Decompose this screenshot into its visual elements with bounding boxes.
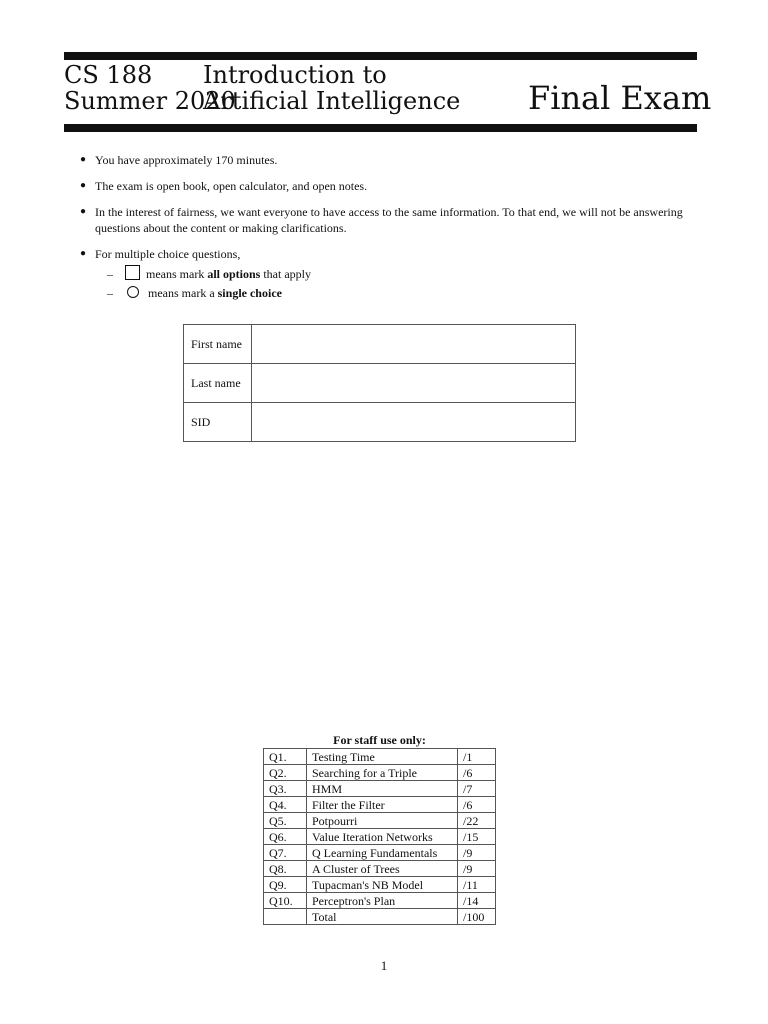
question-points: /6 bbox=[458, 765, 496, 781]
course-term: Summer 2020 bbox=[64, 87, 236, 115]
table-row bbox=[264, 749, 496, 765]
instruction-item: ● In the interest of fairness, we want everyone to have access to the same information. To that end, we will not be answering questions about the content or making clarifications. bbox=[80, 205, 683, 235]
question-points: /1 bbox=[458, 749, 496, 765]
question-number: Q5. bbox=[264, 813, 307, 829]
course-subject bbox=[203, 62, 460, 114]
header-bottom-rule bbox=[64, 124, 697, 132]
choice-legend bbox=[95, 265, 700, 303]
first-name-row bbox=[184, 325, 576, 364]
question-title: Filter the Filter bbox=[307, 797, 458, 813]
first-name-label: First name bbox=[184, 325, 252, 364]
question-number: Q8. bbox=[264, 861, 307, 877]
subject-line-2: Artificial Intelligence bbox=[203, 87, 461, 115]
question-title: Value Iteration Networks bbox=[307, 829, 458, 845]
question-title: Q Learning Fundamentals bbox=[307, 845, 458, 861]
question-points: /9 bbox=[458, 845, 496, 861]
page-number: 1 bbox=[380, 958, 388, 973]
total-label: Total bbox=[307, 909, 458, 925]
sid-row bbox=[184, 403, 576, 442]
first-name-field[interactable] bbox=[252, 325, 576, 364]
table-row bbox=[264, 861, 496, 877]
instruction-item: ● For multiple choice questions, – means mark all options that apply – means mark a single choice bbox=[80, 246, 700, 303]
question-points: /9 bbox=[458, 861, 496, 877]
last-name-field[interactable] bbox=[252, 364, 576, 403]
student-id-table bbox=[183, 324, 576, 442]
question-points: /14 bbox=[458, 893, 496, 909]
question-number: Q2. bbox=[264, 765, 307, 781]
question-title: Perceptron's Plan bbox=[307, 893, 458, 909]
sid-label: SID bbox=[184, 403, 252, 442]
question-number: Q4. bbox=[264, 797, 307, 813]
question-title: Testing Time bbox=[307, 749, 458, 765]
checkbox-square-icon bbox=[125, 265, 140, 280]
table-row bbox=[264, 829, 496, 845]
question-number: Q7. bbox=[264, 845, 307, 861]
question-points: /15 bbox=[458, 829, 496, 845]
table-row bbox=[264, 845, 496, 861]
question-number: Q9. bbox=[264, 877, 307, 893]
total-blank bbox=[264, 909, 307, 925]
question-title: Potpourri bbox=[307, 813, 458, 829]
question-title: HMM bbox=[307, 781, 458, 797]
header-top-rule bbox=[64, 52, 697, 60]
legend-all-options: – means mark all options that apply bbox=[107, 267, 311, 281]
instructions-list bbox=[80, 152, 700, 313]
question-points: /6 bbox=[458, 797, 496, 813]
last-name-label: Last name bbox=[184, 364, 252, 403]
question-number: Q3. bbox=[264, 781, 307, 797]
bullet-icon: ● bbox=[80, 248, 87, 259]
table-row bbox=[264, 813, 496, 829]
total-points: /100 bbox=[458, 909, 496, 925]
question-title: Tupacman's NB Model bbox=[307, 877, 458, 893]
instruction-item: ● The exam is open book, open calculator, and open notes. bbox=[80, 179, 368, 193]
question-number: Q6. bbox=[264, 829, 307, 845]
question-points: /22 bbox=[458, 813, 496, 829]
bullet-icon: ● bbox=[80, 206, 87, 217]
table-row bbox=[264, 877, 496, 893]
staff-score-table bbox=[263, 748, 496, 925]
table-row bbox=[264, 893, 496, 909]
exam-title: Final Exam bbox=[528, 79, 712, 117]
question-number: Q1. bbox=[264, 749, 307, 765]
total-row bbox=[264, 909, 496, 925]
course-code: CS 188 bbox=[64, 61, 153, 89]
instruction-item: ● You have approximately 170 minutes. bbox=[80, 153, 278, 167]
table-row bbox=[264, 781, 496, 797]
subject-line-1: Introduction to bbox=[203, 61, 387, 89]
bullet-icon: ● bbox=[80, 180, 87, 191]
radio-circle-icon bbox=[127, 286, 139, 298]
table-row bbox=[264, 765, 496, 781]
staff-table-title: For staff use only: bbox=[333, 733, 426, 747]
last-name-row bbox=[184, 364, 576, 403]
sid-field[interactable] bbox=[252, 403, 576, 442]
table-row bbox=[264, 797, 496, 813]
question-title: Searching for a Triple bbox=[307, 765, 458, 781]
legend-single-choice: – means mark a single choice bbox=[107, 286, 282, 300]
question-points: /11 bbox=[458, 877, 496, 893]
question-title: A Cluster of Trees bbox=[307, 861, 458, 877]
question-points: /7 bbox=[458, 781, 496, 797]
question-number: Q10. bbox=[264, 893, 307, 909]
bullet-icon: ● bbox=[80, 154, 87, 165]
